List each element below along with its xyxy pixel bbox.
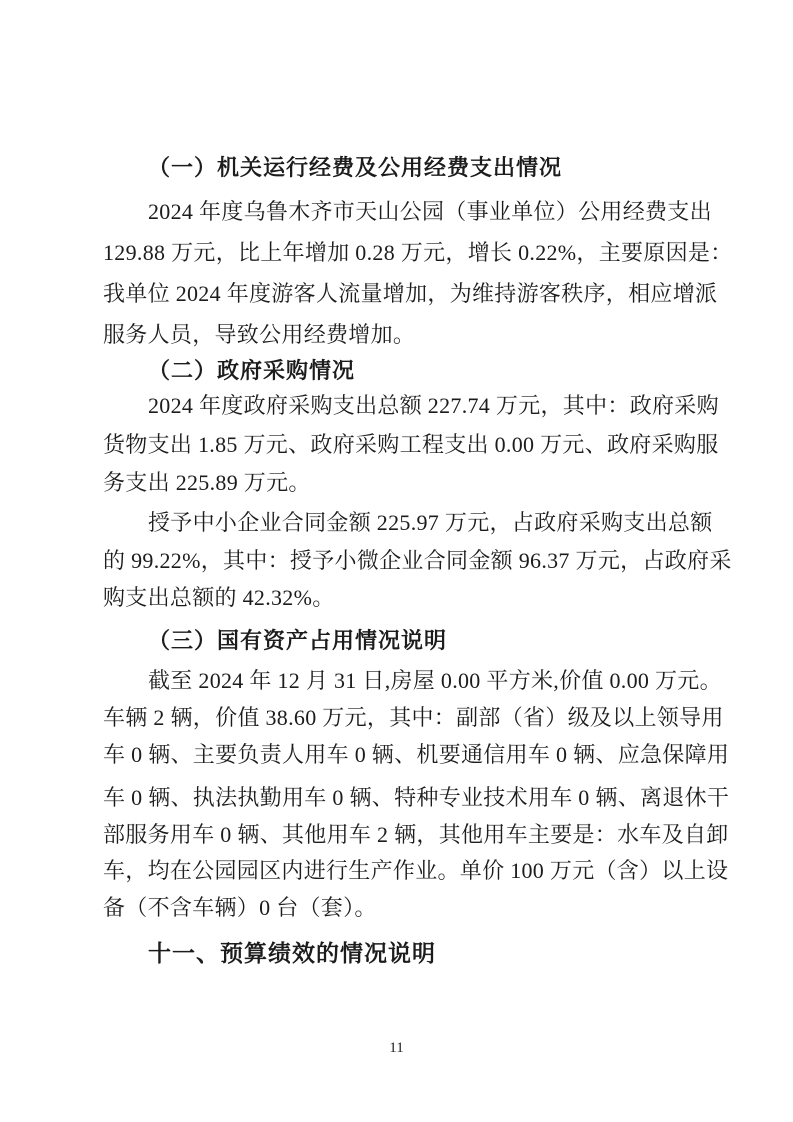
- page-number: 11: [389, 1040, 404, 1056]
- section-1-heading: （一）机关运行经费及公用经费支出情况: [148, 155, 563, 180]
- section-2-paragraph-1-line-2: 货物支出 1.85 万元、政府采购工程支出 0.00 万元、政府采购服: [103, 432, 719, 457]
- section-3-paragraph-1-line-7: 备（不含车辆）0 台（套）。: [103, 895, 377, 920]
- closing-heading: 十一、预算绩效的情况说明: [148, 940, 436, 966]
- section-1-paragraph-1-line-1: 2024 年度乌鲁木齐市天山公园（事业单位）公用经费支出: [148, 199, 712, 224]
- section-3-paragraph-1-line-1: 截至 2024 年 12 月 31 日,房屋 0.00 平方米,价值 0.00 万元。: [148, 668, 722, 693]
- section-2-paragraph-2-line-2: 的 99.22%，其中：授予小微企业合同金额 96.37 万元，占政府采: [103, 548, 732, 573]
- section-1-paragraph-1-line-4: 服务人员，导致公用经费增加。: [103, 322, 416, 347]
- section-3-paragraph-1-line-6: 车，均在公园园区内进行生产作业。单价 100 万元（含）以上设: [103, 858, 729, 883]
- section-3-paragraph-1-line-5: 部服务用车 0 辆、其他用车 2 辆，其他用车主要是：水车及自卸: [103, 822, 729, 847]
- section-1-paragraph-1-line-3: 我单位 2024 年度游客人流量增加，为维持游客秩序，相应增派: [103, 281, 718, 306]
- section-2-heading: （二）政府采购情况: [148, 358, 356, 383]
- section-3-paragraph-1-line-2: 车辆 2 辆，价值 38.60 万元，其中：副部（省）级及以上领导用: [103, 705, 724, 730]
- section-3-heading: （三）国有资产占用情况说明: [148, 628, 448, 653]
- section-2-paragraph-2-line-1: 授予中小企业合同金额 225.97 万元，占政府采购支出总额: [148, 510, 713, 535]
- section-3-paragraph-1-line-3: 车 0 辆、主要负责人用车 0 辆、机要通信用车 0 辆、应急保障用: [103, 742, 730, 767]
- section-2-paragraph-1-line-1: 2024 年度政府采购支出总额 227.74 万元，其中：政府采购: [148, 393, 719, 418]
- section-2-paragraph-2-line-3: 购支出总额的 42.32%。: [103, 585, 335, 610]
- section-1-paragraph-1-line-2: 129.88 万元，比上年增加 0.28 万元，增长 0.22%，主要原因是：: [103, 240, 733, 265]
- section-2-paragraph-1-line-3: 务支出 225.89 万元。: [103, 470, 311, 495]
- section-3-paragraph-1-line-4: 车 0 辆、执法执勤用车 0 辆、特种专业技术用车 0 辆、离退休干: [103, 785, 730, 810]
